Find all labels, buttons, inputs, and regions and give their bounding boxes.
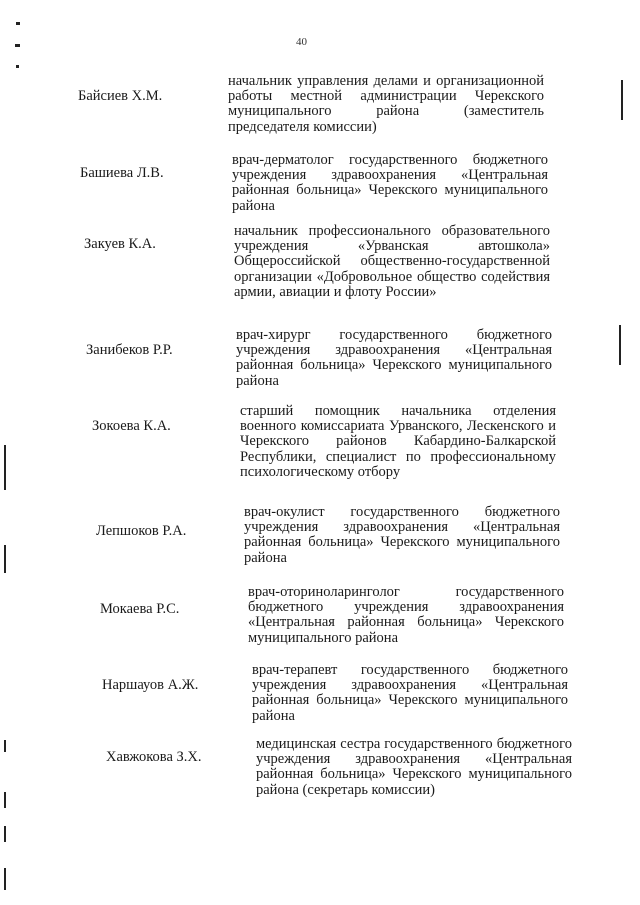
scan-mark [4,868,6,890]
scan-mark [4,445,6,490]
member-role: старший помощник начальника отделения военного комиссариата Урванского, Лескенского и Черекского районов Кабардино-Балкарской Республики, специалист по профессиональному психологическому отбору [240,403,556,480]
scan-mark [619,325,621,365]
scan-mark [16,22,20,25]
scan-mark [4,740,6,752]
member-name: Хавжокова З.Х. [106,749,202,765]
scan-mark [4,545,6,573]
member-name: Башиева Л.В. [80,165,164,181]
member-name: Занибеков Р.Р. [86,342,173,358]
member-role: врач-дерматолог государственного бюджетного учреждения здравоохранения «Центральная районная больница» Черекского муниципального района [232,152,548,214]
page-number: 40 [296,36,307,48]
scan-mark [15,44,20,47]
scan-mark [621,80,623,120]
scan-mark [4,792,6,808]
scan-mark [16,65,19,68]
member-role: врач-терапевт государственного бюджетного учреждения здравоохранения «Центральная районная больница» Черекского муниципального района [252,662,568,724]
member-role: начальник управления делами и организационной работы местной администрации Черекского муниципального района (заместитель председателя комиссии) [228,73,544,135]
member-name: Лепшоков Р.А. [96,523,187,539]
member-name: Зокоева К.А. [92,418,171,434]
member-name: Мокаева Р.С. [100,601,180,617]
member-role: врач-оториноларинголог государственного бюджетного учреждения здравоохранения «Центральная районная больница» Черекского муниципального района [248,584,564,646]
member-role: врач-окулист государственного бюджетного учреждения здравоохранения «Центральная районная больница» Черекского муниципального района [244,504,560,566]
member-name: Наршауов А.Ж. [102,677,199,693]
member-role: начальник профессионального образовательного учреждения «Урванская автошкола» Общероссийской общественно-государственной организации «Добровольное общество содействия армии, авиации и флоту России» [234,223,550,300]
member-role: медицинская сестра государственного бюджетного учреждения здравоохранения «Центральная районная больница» Черекского муниципального района (секретарь комиссии) [256,736,572,798]
scan-mark [4,826,6,842]
member-name: Байсиев Х.М. [78,88,163,104]
member-name: Закуев К.А. [84,236,156,252]
member-role: врач-хирург государственного бюджетного учреждения здравоохранения «Центральная районная больница» Черекского муниципального района [236,327,552,389]
